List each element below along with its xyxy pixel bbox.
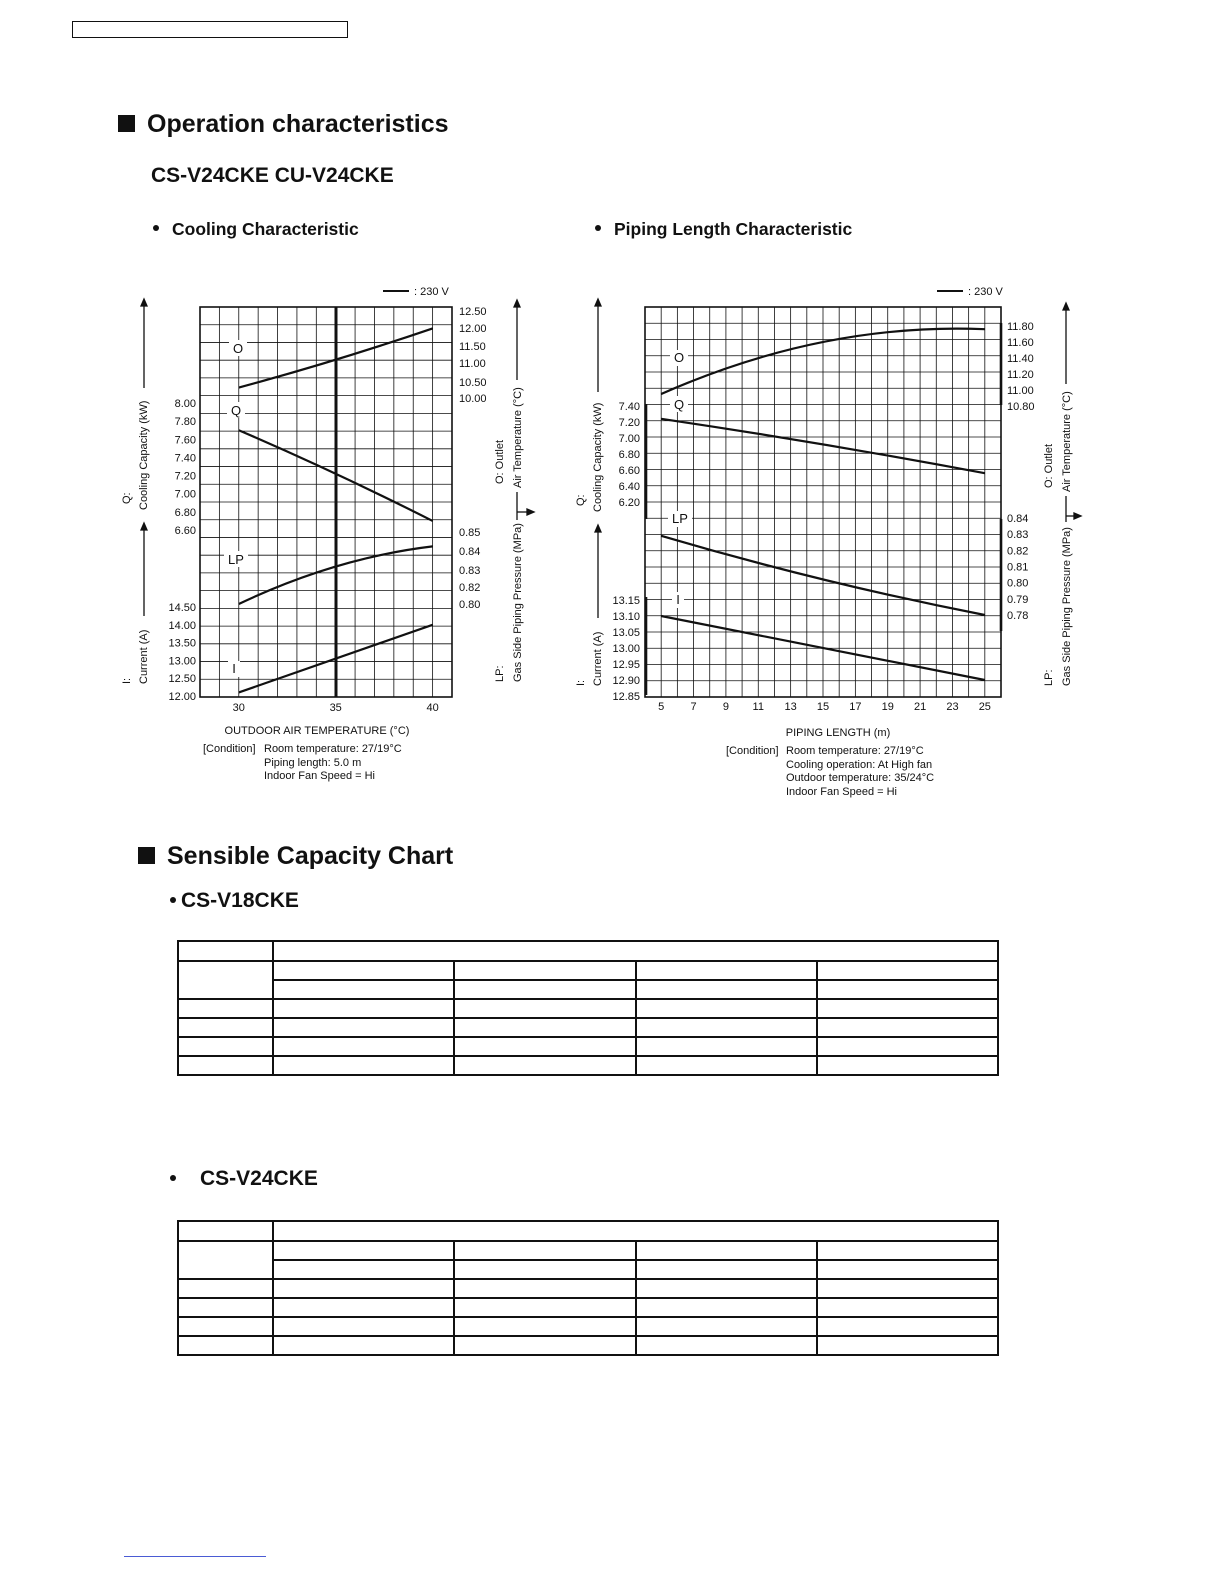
condition-line-2: Piping length: 5.0 m (264, 757, 362, 769)
grid (645, 307, 1001, 697)
x-tick-label: 5 (658, 701, 665, 713)
sensible-capacity-table-v24 (177, 1220, 999, 1356)
table-row (178, 999, 998, 1018)
left-axis-i-title: Current (A) (592, 631, 604, 686)
table-row (178, 1221, 998, 1241)
tick-label: 0.84 (459, 546, 481, 558)
tick-label: 12.50 (459, 306, 487, 318)
tick-label: 7.20 (618, 417, 640, 429)
table-row (178, 1298, 998, 1317)
tick-label: 12.50 (168, 673, 196, 686)
left-axis-q-title: Cooling Capacity (kW) (592, 402, 604, 512)
tick-label: 7.20 (174, 470, 196, 483)
x-tick-label: 15 (816, 701, 830, 713)
tick-label: 0.80 (1007, 577, 1029, 590)
x-tick-label: 30 (232, 702, 245, 714)
section-title-sensible (138, 842, 453, 871)
tick-label: 11.20 (1007, 369, 1034, 381)
condition-line-2: Cooling operation: At High fan (786, 759, 933, 771)
x-tick-label: 23 (946, 701, 959, 713)
table-row (178, 1260, 998, 1279)
tick-label: 12.90 (612, 675, 640, 687)
table-row (178, 1056, 998, 1075)
left-axis-i-prefix: I: (575, 679, 587, 686)
tick-label: 11.40 (1007, 353, 1034, 365)
tick-label: 12.00 (459, 323, 487, 335)
tick-label: 0.83 (459, 565, 481, 577)
tick-label: 7.40 (618, 401, 640, 413)
x-axis-title: OUTDOOR AIR TEMPERATURE (°C) (224, 725, 410, 737)
tick-label: 10.00 (459, 393, 487, 405)
right-axis-lp-title: Gas Side Piping Pressure (MPa) (512, 523, 524, 682)
table-row (178, 1037, 998, 1056)
curve-label-o-text: O (232, 341, 244, 356)
condition-label: [Condition] (726, 745, 779, 757)
tick-label: 6.20 (618, 497, 640, 509)
tick-label: 7.60 (174, 434, 196, 447)
x-tick-label: 21 (913, 701, 927, 713)
condition-line-1: Room temperature: 27/19°C (786, 745, 924, 757)
table-row (178, 961, 998, 980)
bullet-icon (170, 1175, 176, 1181)
tick-label: 12.85 (612, 691, 640, 703)
left-axis-q-title: Cooling Capacity (kW) (138, 400, 150, 510)
tick-label: 6.80 (618, 449, 640, 461)
condition-label: [Condition] (203, 743, 256, 755)
curve-label-lp (668, 511, 692, 527)
condition-line-3: Outdoor temperature: 35/24°C (786, 772, 935, 784)
condition-line-3: Indoor Fan Speed = Hi (264, 770, 375, 782)
right-axis-lp-prefix: LP: (1043, 669, 1055, 686)
x-axis-title: PIPING LENGTH (m) (785, 727, 891, 739)
curve-label-i-text: I (232, 661, 236, 676)
tick-label: 0.82 (459, 582, 481, 594)
tick-label: 0.84 (1007, 513, 1029, 525)
table-row (178, 1317, 998, 1336)
tick-label: 0.79 (1007, 593, 1029, 606)
x-tick-label: 13 (784, 701, 797, 713)
table1-title (170, 889, 299, 913)
curve-label-o-text: O (673, 350, 685, 365)
tick-label: 0.80 (459, 599, 481, 611)
x-tick-label: 7 (690, 701, 697, 713)
tick-label: 12.00 (168, 691, 196, 703)
right-axis-o-title: Air Temperature (°C) (1061, 391, 1073, 492)
square-bullet-icon (138, 847, 155, 864)
curve-label-i (672, 592, 684, 608)
tick-label: 7.40 (174, 452, 196, 465)
tick-label: 0.78 (1007, 610, 1029, 622)
right-axis-lp-title: Gas Side Piping Pressure (MPa) (1061, 527, 1073, 686)
legend-label: : 230 V (968, 286, 1003, 298)
tick-label: 7.00 (174, 488, 196, 501)
tick-label: 11.60 (1007, 337, 1034, 349)
x-tick-label: 17 (849, 701, 862, 713)
table1-title-text: CS-V18CKE (181, 889, 299, 912)
legend-label: : 230 V (414, 286, 449, 298)
tick-label: 8.00 (174, 398, 196, 410)
tick-label: 6.40 (618, 481, 640, 493)
tick-label: 0.83 (1007, 529, 1029, 542)
tick-label: 11.80 (1007, 321, 1034, 333)
curve-label-lp-text: LP (672, 511, 688, 526)
curve-label-o (670, 350, 688, 366)
tick-label: 12.95 (612, 659, 640, 671)
x-tick-label: 40 (426, 702, 439, 714)
table-row (178, 1018, 998, 1037)
q-tick-labels (619, 401, 640, 509)
o-tick-labels (1007, 321, 1035, 413)
curve-label-q-text: Q (673, 397, 685, 412)
i-tick-labels (612, 595, 640, 703)
tick-label: 6.80 (174, 506, 196, 519)
tick-label: 7.00 (618, 433, 640, 445)
condition-line-1: Room temperature: 27/19°C (264, 743, 402, 755)
tick-label: 13.15 (612, 595, 640, 607)
tick-label: 10.80 (1007, 401, 1035, 413)
left-axis-i-title: Current (A) (138, 629, 150, 684)
curve-label-i-text: I (676, 592, 680, 607)
tick-label: 13.00 (612, 643, 640, 655)
condition-line-4: Indoor Fan Speed = Hi (786, 786, 897, 798)
right-axis-o-prefix: O: Outlet (494, 439, 506, 484)
tick-label: 11.00 (459, 358, 486, 370)
footer-link-line (124, 1556, 266, 1557)
right-axis-o-title: Air Temperature (°C) (512, 387, 524, 488)
tick-label: 0.81 (1007, 561, 1029, 574)
x-tick-label: 35 (329, 702, 342, 714)
table-row (178, 1279, 998, 1298)
tick-label: 13.50 (168, 637, 196, 650)
left-axis-i-prefix: I: (121, 677, 133, 684)
table2-title-text: CS-V24CKE (200, 1167, 318, 1190)
sensible-capacity-table-v18 (177, 940, 999, 1076)
table-row (178, 941, 998, 961)
tick-label: 13.00 (168, 655, 196, 668)
tick-label: 14.50 (168, 602, 196, 614)
left-axis-q-prefix: Q: (121, 492, 133, 504)
tick-label: 13.05 (612, 627, 640, 639)
curve-label-q-text: Q (230, 403, 242, 418)
cooling-chart-title-text: Cooling Characteristic (172, 219, 359, 239)
tick-label: 6.60 (618, 465, 640, 477)
table-row (178, 1241, 998, 1260)
section-title-text: Operation characteristics (147, 110, 449, 138)
x-tick-labels (658, 701, 991, 713)
table-row (178, 980, 998, 999)
curve-label-lp-text: LP (228, 552, 244, 567)
x-tick-label: 25 (978, 701, 991, 713)
x-tick-label: 11 (752, 701, 764, 713)
table-row (178, 1336, 998, 1355)
lp-tick-labels (1007, 513, 1028, 622)
tick-label: 0.82 (1007, 545, 1029, 558)
section-title-text: Sensible Capacity Chart (167, 842, 454, 870)
tick-label: 14.00 (168, 619, 196, 632)
table2-title (170, 1167, 318, 1191)
tick-label: 7.80 (174, 416, 196, 429)
x-tick-label: 9 (722, 701, 729, 713)
piping-chart-title-text: Piping Length Characteristic (614, 219, 853, 239)
left-axis-q-prefix: Q: (575, 494, 587, 506)
right-axis-lp-prefix: LP: (494, 665, 506, 682)
right-axis-o-prefix: O: Outlet (1043, 443, 1055, 488)
model-title: CS-V24CKE CU-V24CKE (151, 164, 394, 187)
tick-label: 6.60 (174, 525, 196, 537)
tick-label: 13.10 (612, 611, 640, 623)
bullet-icon (170, 897, 176, 903)
curve-label-q (670, 396, 688, 412)
tick-label: 11.00 (1007, 385, 1034, 397)
tick-label: 10.50 (459, 377, 487, 389)
tick-label: 11.50 (459, 341, 486, 353)
tick-label: 0.85 (459, 527, 481, 539)
x-tick-label: 19 (881, 701, 894, 713)
